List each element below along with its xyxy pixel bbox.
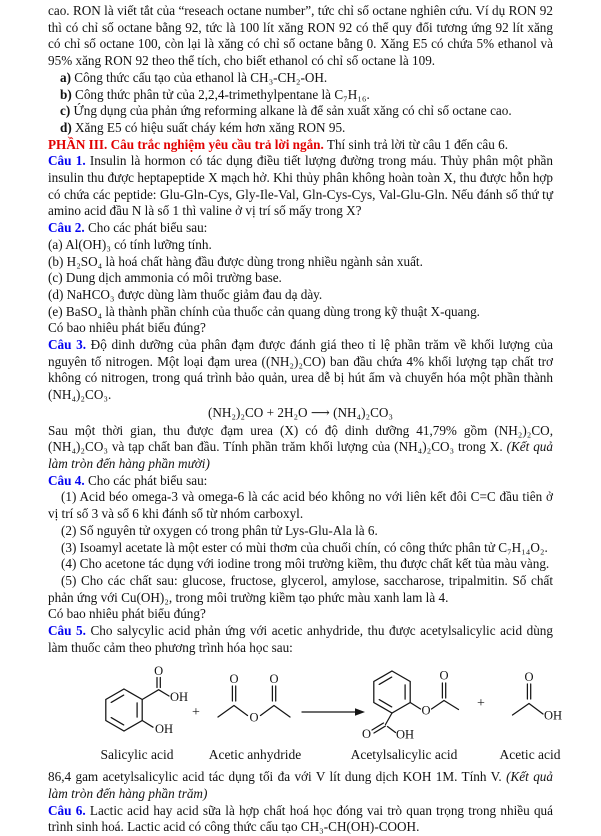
question-5-text: Cho salycylic acid phản ứng với acetic anhydride, thu được acetylsalicylic acid dùng làm thuốc cảm theo phương trình hóa học sau: <box>48 623 553 655</box>
label-salicylic-acid: Salicylic acid <box>100 747 174 763</box>
reaction-scheme-svg <box>74 658 579 764</box>
part3-heading <box>48 137 553 154</box>
question-1-text: Insulin là hormon có tác dụng điều tiết lượng đường trong máu. Thủy phân một phần insulin thu được heptapeptide X mạch hở. Khi thủy phân không hoàn toàn X, thu được hỗn hợp có chứa các peptide: Glu-Gln-Cys, Gly-Ile-Val, Gln-Cys-Cys, Val-Glu-Gln. Nếu đánh số thứ tự amino acid đầu N là số 1 thì valine ở vị trí số mấy trong X? <box>48 153 554 219</box>
salicylic-acid-OH-label: OH <box>169 690 189 705</box>
option-d-text: Xăng E5 có hiệu suất cháy kém hơn xăng RON 95. <box>71 119 346 135</box>
bond-carboxyl-to-OH <box>159 690 169 696</box>
question-1 <box>48 153 553 220</box>
question-3-label: Câu 3. <box>48 337 87 353</box>
q3-after-text: Sau một thời gian, thu được đạm urea (X) có độ dinh dưỡng 41,79% gồm (NH₂)₂CO, (NH₄)₂CO₃ và tạp chất ban đầu. Tính phần trăm khối lượng của (NH₄)₂CO₃ trong X. <box>48 422 553 455</box>
q4-statement-5: (5) Cho các chất sau: glucose, fructose, glycerol, amylose, saccharose, tripalmitin. Số chất phản ứng với Cu(OH)₂, trong môi trường kiềm tạo phức màu xanh lam là 4. <box>48 572 553 605</box>
option-b <box>48 87 553 104</box>
bond-ring-to-carboxyl <box>142 690 158 700</box>
option-d <box>48 120 553 137</box>
aspirin-acid-O-label: O <box>361 727 372 742</box>
q3-equation: (NH₂)₂CO + 2H₂O ⟶ (NH₄)₂CO₃ <box>207 404 394 420</box>
question-5 <box>48 623 553 656</box>
salicylic-phenol-OH-label: OH <box>154 722 174 737</box>
option-a <box>48 70 553 87</box>
option-b-text: Công thức phân tử của 2,2,4-trimethylpentane là C₇H₁₆. <box>71 86 370 102</box>
bond-ring-to-phenol-OH <box>142 721 153 728</box>
aspirin-ester-O-label: O <box>421 703 431 718</box>
q4-question: Có bao nhiêu phát biểu đúng? <box>48 606 206 622</box>
anhydride-C2-double-bond-O <box>272 686 275 701</box>
option-c <box>48 103 553 120</box>
bond-carbonyl-to-methyl <box>444 701 459 710</box>
question-4-intro <box>48 473 553 490</box>
option-d-label: d) <box>60 119 72 135</box>
label-acetic-acid: Acetic acid <box>499 747 561 763</box>
aspirin-ester-carbonyl-O-label: O <box>439 668 449 683</box>
anhydride-O1-label: O <box>229 672 239 687</box>
q2-statement-e: (e) BaSO₄ là thành phần chính của thuốc cản quang dùng trong kỹ thuật X-quang. <box>48 303 480 319</box>
q2-statement-b: (b) H₂SO₄ là hoá chất hàng đầu được dùng trong nhiều ngành sản xuất. <box>48 253 423 269</box>
question-3 <box>48 337 553 404</box>
bond-acidC-to-OH <box>388 727 396 733</box>
carboxyl-double-bond-O <box>157 678 160 688</box>
acid-double-bond-O <box>372 723 386 733</box>
q5-after-text: 86,4 gam acetylsalicylic acid tác dụng tối đa với V lít dung dịch KOH 1M. Tính V. <box>48 769 507 785</box>
plus-sign-2: + <box>477 696 485 712</box>
plus-sign-1: + <box>192 705 200 721</box>
question-2-intro <box>48 220 553 237</box>
acetic-bond-to-OH <box>529 704 543 715</box>
acetic-double-bond-O <box>527 684 530 699</box>
option-a-label: a) <box>60 69 71 85</box>
question-6 <box>48 803 553 836</box>
question-5-label: Câu 5. <box>48 623 86 639</box>
q4-statement-2: (2) Số nguyên tử oxygen có trong phân tử Lys-Glu-Ala là 6. <box>61 522 378 538</box>
q4-statement-1: (1) Acid béo omega-3 và omega-6 là các acid béo không no với liên kết đôi C=C đầu tiên ở vị trí số 3 và số 6 khi đánh số từ nhóm carboxyl. <box>48 489 553 522</box>
anhydride-C1-double-bond-O <box>232 686 235 701</box>
q4-statement-4: (4) Cho acetone tác dụng với iodine trong môi trường kiềm, thu được chất kết tủa màu vàng. <box>61 556 550 572</box>
reaction-arrowhead <box>355 709 365 717</box>
question-6-label: Câu 6. <box>48 802 86 818</box>
benzene-double-bonds-aspirin <box>379 678 405 708</box>
q5-note: (Kết quả làm tròn đến hàng phần trăm) <box>48 769 553 801</box>
anhydride-bridge-O-label: O <box>249 710 259 725</box>
part3-subtitle: Thí sinh trả lời từ câu 1 đến câu 6. <box>323 136 509 152</box>
q5-after <box>48 769 553 802</box>
question-2-label: Câu 2. <box>48 220 85 236</box>
q3-after <box>48 423 553 473</box>
question-4-text: Cho các phát biểu sau: <box>84 472 208 488</box>
q2-statement-c: (c) Dung dịch ammonia có môi trường base. <box>48 270 282 286</box>
q2-statement-d: (d) NaHCO₃ được dùng làm thuốc giảm đau dạ dày. <box>48 286 323 302</box>
part3-title: PHẦN III. Câu trắc nghiệm yêu cầu trả lời ngắn. <box>48 136 324 152</box>
question-4-label: Câu 4. <box>48 472 85 488</box>
question-1-label: Câu 1. <box>48 153 86 169</box>
q2-question: Có bao nhiêu phát biểu đúng? <box>48 320 206 336</box>
aspirin-acid-OH-label: OH <box>395 727 415 742</box>
question-3-text: Độ dinh dưỡng của phân đạm được đánh giá theo tỉ lệ phần trăm về khối lượng của nguyên tố nitrogen. Một loại đạm urea ((NH₂)₂CO) ban đầu chứa 4% khối lượng tạp chất trơ không có nitrogen, trong quá trình bảo quản, urea dễ bị hút ẩm và chuyển hóa một phần thành (NH₄)₂CO₃. <box>48 337 553 403</box>
acetic-methyl-bond <box>513 704 530 716</box>
option-a-text: Công thức cấu tạo của ethanol là CH₃-CH₂-OH. <box>71 69 328 85</box>
q3-note: (Kết quả làm tròn đến hàng phần mười) <box>48 439 553 471</box>
benzene-double-bonds-salicylic <box>111 696 137 726</box>
bond-ring-to-ester-O <box>410 703 420 710</box>
bond-ring-to-acid-C <box>386 713 393 725</box>
anhydride-O2-label: O <box>269 672 279 687</box>
option-c-text: Ứng dụng của phản ứng reforming alkane là để sản xuất xăng có chỉ số octane cao. <box>70 103 512 119</box>
option-b-label: b) <box>60 86 72 102</box>
option-c-label: c) <box>60 103 71 119</box>
bond-esterO-to-carbonyl <box>432 701 445 710</box>
label-acetic-anhydride: Acetic anhydride <box>208 747 302 763</box>
label-acetylsalicylic-acid: Acetylsalicylic acid <box>350 747 458 763</box>
q4-statement-3: (3) Isoamyl acetate là một ester có mùi thơm của chuối chín, có công thức phân tử C₇H₁₄O₂. <box>61 539 548 555</box>
intro-paragraph: cao. RON là viết tắt của “reseach octane number”, tức chỉ số octane nghiên cứu. Ví dụ RON 92 thì có chỉ số octane bằng 92, tức là 100 lít xăng RON 92 có thể quy đổi tương ứng 92 lít xăng có chỉ số octane 100, còn lại là xăng có chỉ số octane bằng 0. Xăng E5 có chứa 5% ethanol và 95% xăng RON 92 theo thể tích, cho biết ethanol có chỉ số octane là 109. <box>48 3 553 69</box>
salicylic-carbonyl-O-label: O <box>154 664 164 679</box>
acetic-carbonyl-O-label: O <box>524 670 534 685</box>
ester-carbonyl-double-bond-O <box>442 683 445 698</box>
question-6-text: Lactic acid hay acid sữa là hợp chất hoá học đóng vai trò quan trọng trong nhiều quá trình sinh hoá. Lactic acid có công thức cấu tạo CH₃-CH(OH)-COOH. <box>48 802 554 835</box>
reaction-scheme <box>74 658 563 769</box>
q2-statement-a: (a) Al(OH)₃ có tính lưỡng tính. <box>48 236 212 252</box>
question-2-text: Cho các phát biểu sau: <box>84 220 208 236</box>
acetic-OH-label: OH <box>543 708 563 723</box>
